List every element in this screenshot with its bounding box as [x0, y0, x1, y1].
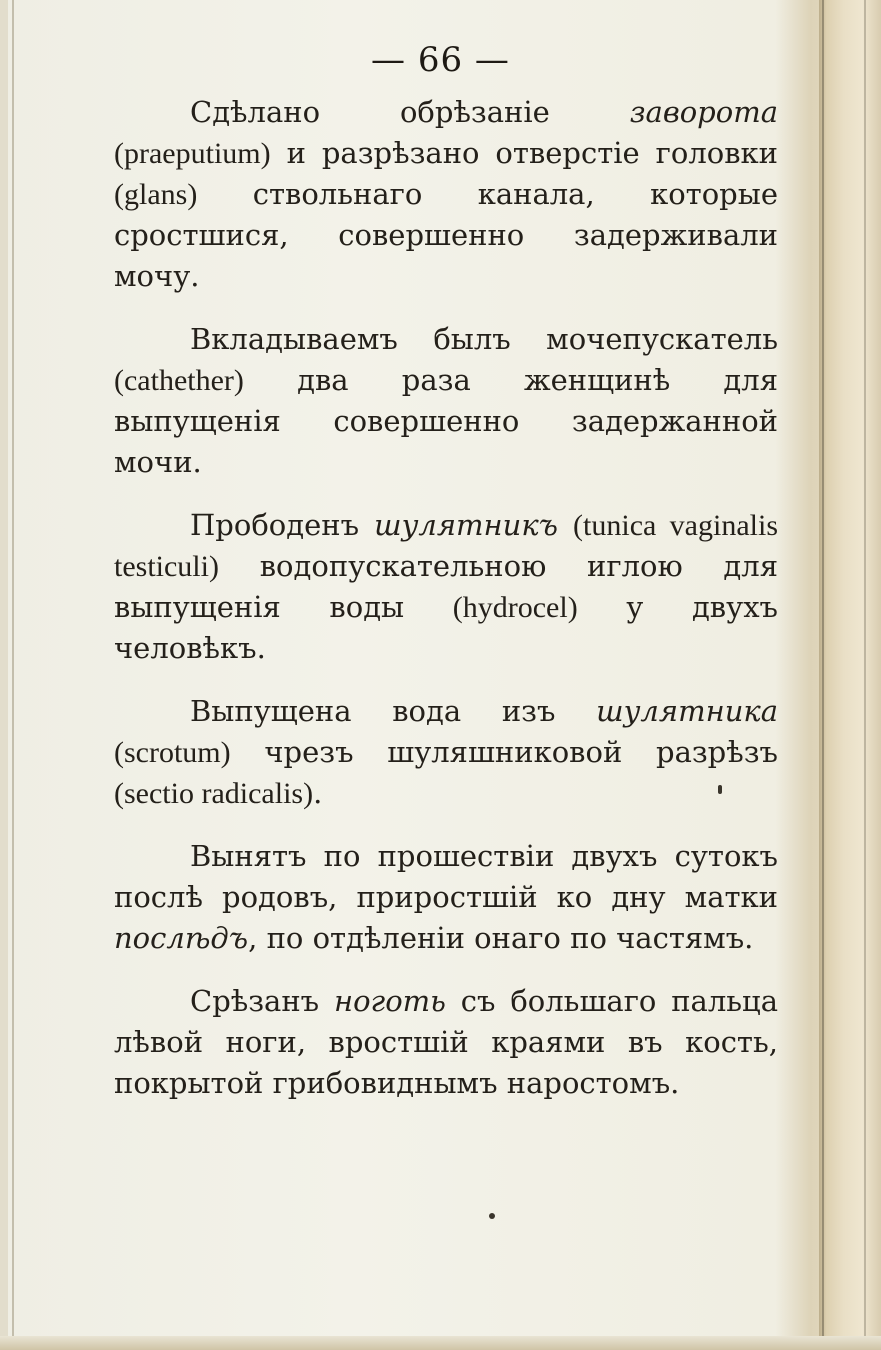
page-left-edge	[0, 0, 8, 1350]
latin-term: (cathether)	[114, 364, 244, 397]
paragraph-4: Выпущена вода изъ шулятника (scrotum) чрезъ шуляшниковой разрѣзъ (sectio radicalis).	[114, 694, 778, 810]
latin-term: (sectio radicalis)	[114, 777, 314, 810]
ink-speck	[718, 785, 722, 794]
italic-term: шулятникъ	[374, 508, 558, 542]
italic-term: шулятника	[596, 694, 778, 728]
latin-term: (scrotum)	[114, 736, 231, 769]
paragraph-3: Прободенъ шулятникъ (tunica vaginalis testiculi) водопускательною иглою для выпущенія воды (hydrocel) у двухъ человѣкъ.	[114, 508, 778, 665]
binding-line	[822, 0, 824, 1350]
paragraph-1: Сдѣлано обрѣзаніе заворота (praeputium) и разрѣзано отверстіе головки (glans) ствольнаго канала, которые сростшися, совершенно задерживали мочу.	[114, 95, 778, 293]
latin-term: (tunica vaginalis testiculi)	[114, 509, 778, 583]
page-right-edge	[819, 0, 881, 1350]
ink-speck	[489, 1213, 495, 1219]
italic-term: ноготь	[333, 984, 446, 1018]
body-text	[114, 92, 778, 1126]
page-number: — 66 —	[371, 40, 510, 80]
italic-term: заворота	[629, 95, 778, 129]
paragraph-6: Срѣзанъ ноготь съ большаго пальца лѣвой ноги, вростшій краями въ кость, покрытой грибовиднымъ наростомъ.	[114, 984, 778, 1100]
italic-term: послѣдъ	[114, 921, 249, 955]
binding-line	[864, 0, 866, 1350]
latin-term: (hydrocel)	[452, 591, 578, 624]
paragraph-5: Вынятъ по прошествіи двухъ сутокъ послѣ родовъ, приростшій ко дну матки послѣдъ, по отдѣленіи онаго по частямъ.	[114, 839, 778, 955]
scan-frame-line	[12, 0, 14, 1350]
page-bottom-edge	[0, 1336, 881, 1350]
latin-term: (praeputium)	[114, 137, 271, 170]
latin-term: (glans)	[114, 178, 198, 211]
paragraph-2: Вкладываемъ былъ мочепускатель (cathether) два раза женщинѣ для выпущенія совершенно задержанной мочи.	[114, 322, 778, 479]
